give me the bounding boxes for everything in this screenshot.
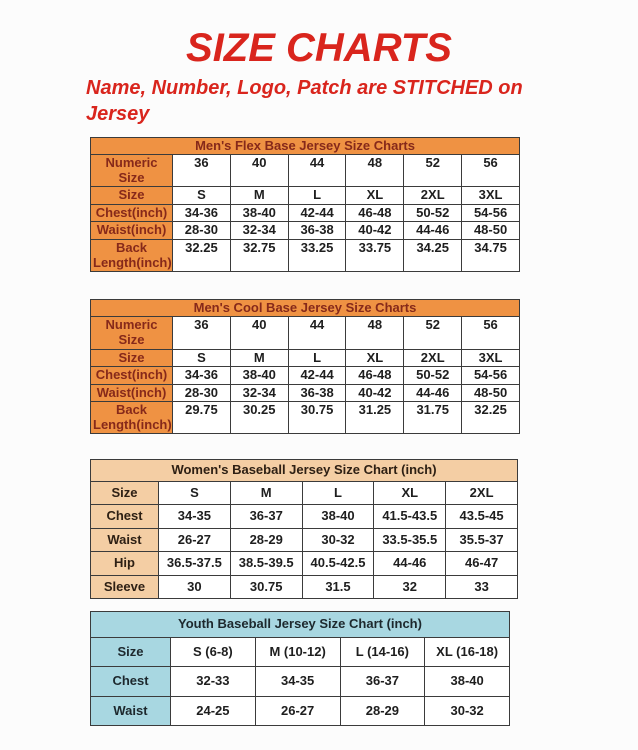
size-value: 40-42 — [346, 222, 404, 240]
row-label: Chest — [91, 667, 171, 697]
size-value: XL (16-18) — [425, 637, 510, 667]
size-value: 30.25 — [230, 402, 288, 434]
size-value: M — [230, 349, 288, 367]
size-value: 40 — [230, 155, 288, 187]
womens-baseball-size-table — [90, 459, 638, 599]
size-value: 38-40 — [230, 367, 288, 385]
size-value: 2XL — [404, 187, 462, 205]
size-table — [90, 299, 520, 434]
size-value: 34-36 — [173, 204, 231, 222]
size-value: 31.25 — [346, 402, 404, 434]
size-value: 2XL — [404, 349, 462, 367]
size-value: 36-38 — [288, 222, 346, 240]
size-value: 38-40 — [230, 204, 288, 222]
row-label: Size — [91, 481, 159, 505]
size-value: M — [230, 481, 302, 505]
size-value: 34-36 — [173, 367, 231, 385]
row-label: Hip — [91, 552, 159, 576]
page-title: SIZE CHARTS — [186, 26, 452, 70]
size-value: 32.75 — [230, 240, 288, 272]
youth-baseball-size-table — [90, 611, 638, 726]
size-value: L — [288, 187, 346, 205]
row-label: Waist — [91, 696, 171, 726]
size-value: 40-42 — [346, 384, 404, 402]
size-value: 38.5-39.5 — [230, 552, 302, 576]
size-value: 44-46 — [404, 222, 462, 240]
size-value: 32.25 — [462, 402, 520, 434]
size-value: 34-35 — [159, 505, 231, 529]
size-value: 32 — [374, 575, 446, 599]
row-label: Chest — [91, 505, 159, 529]
row-label: Numeric Size — [91, 155, 173, 187]
size-value: 48-50 — [462, 384, 520, 402]
row-label: Waist(inch) — [91, 384, 173, 402]
table-title: Women's Baseball Jersey Size Chart (inch) — [91, 460, 518, 481]
size-value: M — [230, 187, 288, 205]
size-value: 36 — [173, 155, 231, 187]
table-title: Men's Cool Base Jersey Size Charts — [91, 300, 520, 317]
size-value: 3XL — [462, 187, 520, 205]
size-value: 48-50 — [462, 222, 520, 240]
size-value: S — [159, 481, 231, 505]
row-label: Numeric Size — [91, 317, 173, 349]
size-value: 46-48 — [346, 204, 404, 222]
row-label: Chest(inch) — [91, 367, 173, 385]
size-value: 28-30 — [173, 222, 231, 240]
size-value: 34.75 — [462, 240, 520, 272]
size-value: 26-27 — [159, 528, 231, 552]
mens-cool-base-size-table — [90, 299, 638, 434]
size-value: 30-32 — [425, 696, 510, 726]
size-value: 38-40 — [302, 505, 374, 529]
row-label: Size — [91, 349, 173, 367]
size-value: 34.25 — [404, 240, 462, 272]
size-value: 28-29 — [230, 528, 302, 552]
size-value: 56 — [462, 317, 520, 349]
size-value: 42-44 — [288, 367, 346, 385]
size-value: 31.5 — [302, 575, 374, 599]
size-value: 32-33 — [171, 667, 256, 697]
size-value: 28-30 — [173, 384, 231, 402]
size-value: 31.75 — [404, 402, 462, 434]
row-label: Waist(inch) — [91, 222, 173, 240]
size-value: 43.5-45 — [446, 505, 518, 529]
tables-column — [90, 137, 638, 726]
row-label: Back Length(inch) — [91, 402, 173, 434]
size-value: S — [173, 349, 231, 367]
size-value: 38-40 — [425, 667, 510, 697]
size-value: XL — [346, 349, 404, 367]
size-value: 48 — [346, 155, 404, 187]
size-table — [90, 611, 510, 726]
size-value: L — [302, 481, 374, 505]
size-value: 36.5-37.5 — [159, 552, 231, 576]
size-value: 54-56 — [462, 204, 520, 222]
size-table — [90, 459, 518, 599]
size-value: 33 — [446, 575, 518, 599]
size-value: 48 — [346, 317, 404, 349]
size-value: 44-46 — [404, 384, 462, 402]
size-value: 40 — [230, 317, 288, 349]
size-value: 36-37 — [340, 667, 425, 697]
page-subtitle: Name, Number, Logo, Patch are STITCHED on Jersey — [86, 77, 523, 125]
size-value: 29.75 — [173, 402, 231, 434]
size-value: 52 — [404, 317, 462, 349]
size-value: 3XL — [462, 349, 520, 367]
size-value: 30 — [159, 575, 231, 599]
size-value: 41.5-43.5 — [374, 505, 446, 529]
size-value: 36-37 — [230, 505, 302, 529]
row-label: Size — [91, 637, 171, 667]
size-value: XL — [346, 187, 404, 205]
size-value: 46-48 — [346, 367, 404, 385]
mens-flex-base-size-table — [90, 137, 638, 272]
size-value: 44 — [288, 155, 346, 187]
size-value: 33.25 — [288, 240, 346, 272]
row-label: Size — [91, 187, 173, 205]
size-value: 28-29 — [340, 696, 425, 726]
size-value: S (6-8) — [171, 637, 256, 667]
row-label: Chest(inch) — [91, 204, 173, 222]
size-value: L (14-16) — [340, 637, 425, 667]
size-value: 35.5-37 — [446, 528, 518, 552]
size-value: 30-32 — [302, 528, 374, 552]
size-value: 50-52 — [404, 204, 462, 222]
size-value: 33.5-35.5 — [374, 528, 446, 552]
size-value: 50-52 — [404, 367, 462, 385]
size-value: 44-46 — [374, 552, 446, 576]
size-value: 30.75 — [230, 575, 302, 599]
size-value: 34-35 — [255, 667, 340, 697]
size-table — [90, 137, 520, 272]
row-label: Back Length(inch) — [91, 240, 173, 272]
size-value: 40.5-42.5 — [302, 552, 374, 576]
row-label: Waist — [91, 528, 159, 552]
size-value: 56 — [462, 155, 520, 187]
size-value: 30.75 — [288, 402, 346, 434]
size-value: 26-27 — [255, 696, 340, 726]
size-value: 36-38 — [288, 384, 346, 402]
size-value: 54-56 — [462, 367, 520, 385]
size-value: S — [173, 187, 231, 205]
size-value: 46-47 — [446, 552, 518, 576]
size-value: 44 — [288, 317, 346, 349]
size-value: 32-34 — [230, 384, 288, 402]
size-value: 36 — [173, 317, 231, 349]
size-value: 52 — [404, 155, 462, 187]
size-value: 32-34 — [230, 222, 288, 240]
size-value: 33.75 — [346, 240, 404, 272]
size-value: 24-25 — [171, 696, 256, 726]
size-value: M (10-12) — [255, 637, 340, 667]
table-title: Men's Flex Base Jersey Size Charts — [91, 138, 520, 155]
row-label: Sleeve — [91, 575, 159, 599]
table-title: Youth Baseball Jersey Size Chart (inch) — [91, 612, 510, 637]
size-value: XL — [374, 481, 446, 505]
size-value: 2XL — [446, 481, 518, 505]
size-value: L — [288, 349, 346, 367]
size-value: 32.25 — [173, 240, 231, 272]
size-value: 42-44 — [288, 204, 346, 222]
